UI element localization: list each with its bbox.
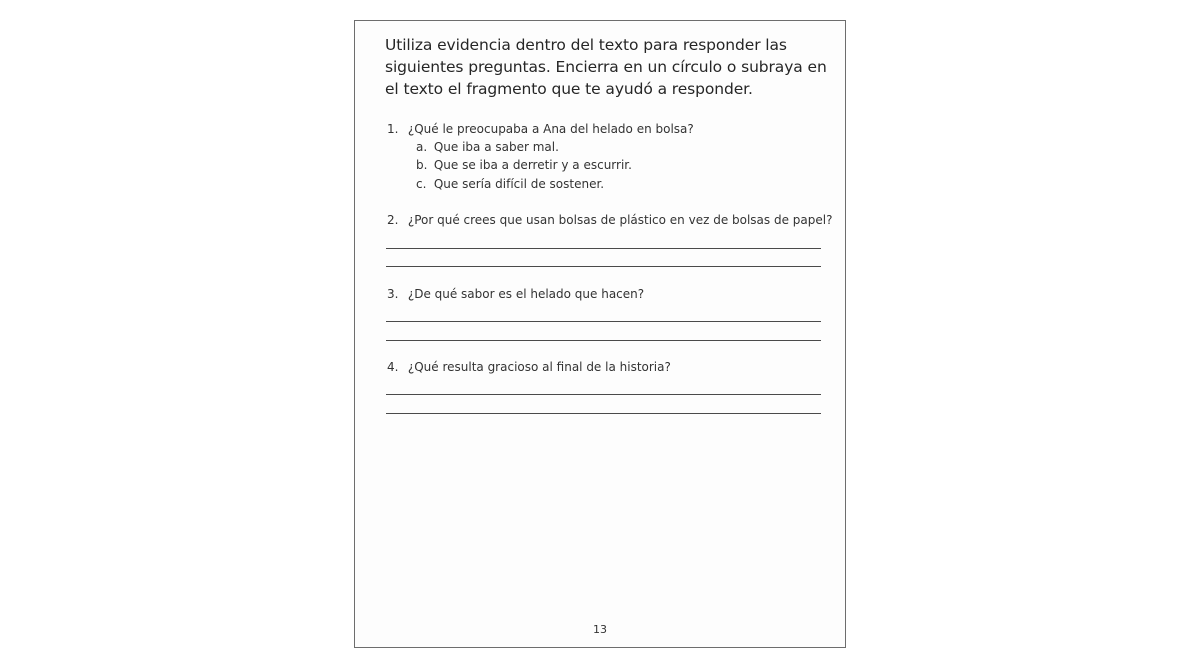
question-number: 4.: [387, 360, 399, 374]
question-1: [387, 120, 694, 139]
answer-line[interactable]: [386, 248, 821, 249]
option-letter: c.: [416, 176, 427, 191]
answer-line[interactable]: [386, 340, 821, 341]
question-text: ¿Qué resulta gracioso al final de la historia?: [407, 360, 671, 374]
answer-line[interactable]: [386, 394, 821, 395]
option-letter: a.: [416, 140, 428, 154]
answer-line[interactable]: [386, 321, 821, 322]
page-number: 13: [593, 623, 607, 636]
question-1-options: [416, 138, 632, 193]
option-c: [416, 175, 632, 193]
option-b: [416, 156, 632, 174]
question-number: 1.: [387, 122, 399, 136]
answer-line[interactable]: [386, 266, 821, 267]
instructions-text: Utiliza evidencia dentro del texto para responder las siguientes preguntas. Encierra en un círculo o subraya en el texto el fragmento que te ayudó a responder.: [385, 36, 827, 98]
question-4: [387, 358, 671, 377]
option-a: [416, 138, 632, 156]
question-text: ¿Por qué crees que usan bolsas de plástico en vez de bolsas de papel?: [407, 213, 833, 227]
option-text: Que se iba a derretir y a escurrir.: [433, 158, 632, 173]
question-text: ¿De qué sabor es el helado que hacen?: [407, 287, 645, 301]
option-text: Que sería difícil de sostener.: [433, 176, 605, 191]
question-text: ¿Qué le preocupaba a Ana del helado en bolsa?: [407, 122, 694, 136]
question-2: [387, 211, 832, 230]
option-letter: b.: [416, 158, 428, 173]
question-number: 3.: [387, 287, 399, 301]
worksheet-page: [354, 20, 846, 648]
answer-line[interactable]: [386, 413, 821, 414]
question-3: [387, 285, 644, 304]
question-number: 2.: [387, 213, 399, 227]
option-text: Que iba a saber mal.: [433, 140, 559, 154]
